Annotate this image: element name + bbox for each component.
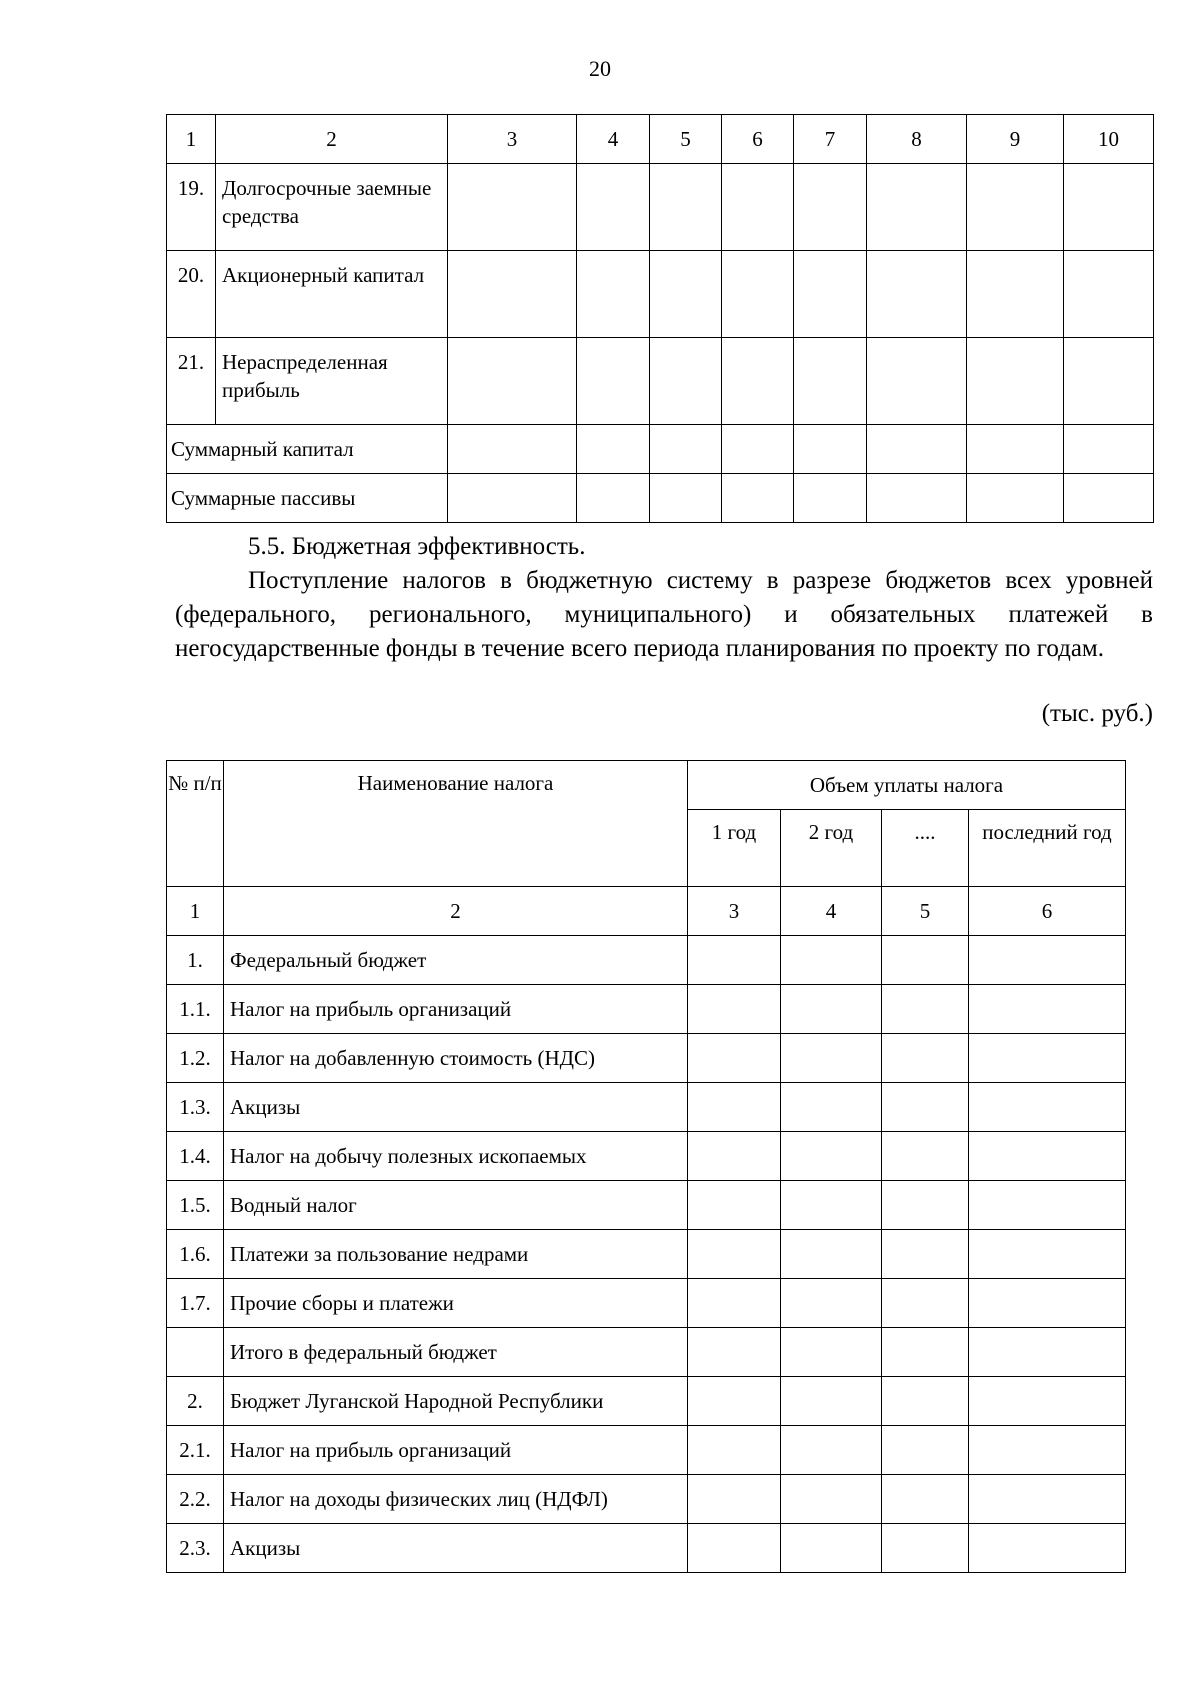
empty-cell [882,1426,969,1475]
total-label: Суммарный капитал [167,425,448,474]
empty-cell [882,985,969,1034]
row-name: Нераспределенная прибыль [216,338,448,425]
table-row [167,1034,1126,1083]
empty-cell [969,1524,1126,1573]
units-label: (тыс. руб.) [1041,700,1153,727]
empty-cell [969,1034,1126,1083]
empty-cell [882,1475,969,1524]
empty-cell [688,1034,781,1083]
empty-cell [969,1377,1126,1426]
row-number: 2.1. [167,1426,224,1475]
empty-cell [688,1377,781,1426]
empty-cell [969,1426,1126,1475]
row-name: Акцизы [224,1083,688,1132]
empty-cell [688,985,781,1034]
empty-cell [650,164,722,251]
col-volume-header: Объем уплаты налога [688,761,1126,810]
row-number: 1.1. [167,985,224,1034]
row-number [167,1328,224,1377]
empty-cell [882,1230,969,1279]
empty-cell [969,1328,1126,1377]
table-row [167,1132,1126,1181]
row-number: 1.7. [167,1279,224,1328]
table-row [167,251,1154,338]
row-number: 19. [167,164,216,251]
row-name: Прочие сборы и платежи [224,1279,688,1328]
empty-cell [688,1328,781,1377]
empty-cell [967,425,1064,474]
empty-cell [969,1230,1126,1279]
empty-cell [794,425,867,474]
header-cell: 9 [967,115,1064,164]
empty-cell [781,1475,882,1524]
table-row [167,1328,1126,1377]
index-cell: 3 [688,887,781,936]
empty-cell [794,251,867,338]
empty-cell [1064,251,1154,338]
empty-cell [882,1034,969,1083]
empty-cell [448,338,577,425]
total-row [167,474,1154,523]
empty-cell [969,936,1126,985]
empty-cell [1064,338,1154,425]
empty-cell [688,936,781,985]
table-row [167,1426,1126,1475]
table-row [167,164,1154,251]
header-cell: 10 [1064,115,1154,164]
row-number: 1.6. [167,1230,224,1279]
empty-cell [781,985,882,1034]
empty-cell [781,1181,882,1230]
empty-cell [688,1181,781,1230]
header-cell: 8 [867,115,967,164]
empty-cell [781,936,882,985]
empty-cell [882,936,969,985]
row-number: 1.3. [167,1083,224,1132]
header-cell: 7 [794,115,867,164]
empty-cell [882,1377,969,1426]
empty-cell [882,1328,969,1377]
table-row [167,1279,1126,1328]
empty-cell [1064,164,1154,251]
tax-table [166,760,1126,1573]
row-name: Федеральный бюджет [224,936,688,985]
header-cell: 5 [650,115,722,164]
index-row [167,887,1126,936]
empty-cell [650,338,722,425]
empty-cell [448,251,577,338]
empty-cell [577,164,650,251]
index-cell: 1 [167,887,224,936]
empty-cell [967,164,1064,251]
empty-cell [967,338,1064,425]
empty-cell [577,425,650,474]
header-cell: 3 [448,115,577,164]
empty-cell [577,338,650,425]
year-header: 1 год [688,810,781,887]
col-name-header: Наименование налога [224,761,688,887]
empty-cell [882,1279,969,1328]
empty-cell [577,251,650,338]
table-row [167,338,1154,425]
table-row [167,1377,1126,1426]
header-cell: 1 [167,115,216,164]
table-row [167,1524,1126,1573]
page-number: 20 [589,56,611,81]
empty-cell [781,1377,882,1426]
empty-cell [882,1132,969,1181]
row-name: Акционерный капитал [216,251,448,338]
row-number: 21. [167,338,216,425]
total-label: Суммарные пассивы [167,474,448,523]
empty-cell [867,474,967,523]
empty-cell [448,474,577,523]
table-header-row [167,115,1154,164]
table-row [167,985,1126,1034]
empty-cell [688,1083,781,1132]
index-cell: 5 [882,887,969,936]
empty-cell [722,425,794,474]
empty-cell [867,425,967,474]
header-cell: 2 [216,115,448,164]
row-number: 20. [167,251,216,338]
balance-table [166,114,1154,523]
empty-cell [1064,425,1154,474]
empty-cell [882,1083,969,1132]
empty-cell [577,474,650,523]
col-num-header: № п/п [167,761,224,887]
row-number: 1.4. [167,1132,224,1181]
year-header: .... [882,810,969,887]
index-cell: 4 [781,887,882,936]
empty-cell [781,1328,882,1377]
empty-cell [794,338,867,425]
tax-rows [167,936,1126,1573]
empty-cell [969,1083,1126,1132]
empty-cell [969,1132,1126,1181]
empty-cell [688,1524,781,1573]
table-row [167,1181,1126,1230]
row-name: Акцизы [224,1524,688,1573]
empty-cell [650,251,722,338]
empty-cell [688,1230,781,1279]
table-row [167,1083,1126,1132]
empty-cell [794,474,867,523]
row-name: Долгосрочные заемные средства [216,164,448,251]
index-cell: 6 [969,887,1126,936]
empty-cell [969,985,1126,1034]
empty-cell [722,474,794,523]
empty-cell [722,164,794,251]
row-name: Налог на добавленную стоимость (НДС) [224,1034,688,1083]
empty-cell [722,338,794,425]
section-paragraph: Поступление налогов в бюджетную систему в разрезе бюджетов всех уровней (федерального, регионального, муниципального) и обязательных платежей в негосударственные фонды в течение всего периода планирования по проекту по годам. [175,567,1153,662]
row-name: Итого в федеральный бюджет [224,1328,688,1377]
row-number: 1.5. [167,1181,224,1230]
row-name: Водный налог [224,1181,688,1230]
empty-cell [781,1279,882,1328]
empty-cell [781,1524,882,1573]
empty-cell [722,251,794,338]
empty-cell [448,425,577,474]
empty-cell [448,164,577,251]
empty-cell [969,1181,1126,1230]
header-cell: 4 [577,115,650,164]
empty-cell [969,1475,1126,1524]
row-name: Платежи за пользование недрами [224,1230,688,1279]
year-header: последний год [969,810,1126,887]
row-number: 2.3. [167,1524,224,1573]
empty-cell [969,1279,1126,1328]
empty-cell [794,164,867,251]
empty-cell [867,251,967,338]
empty-cell [1064,474,1154,523]
empty-cell [781,1230,882,1279]
header-cell: 6 [722,115,794,164]
empty-cell [650,474,722,523]
row-number: 1.2. [167,1034,224,1083]
table-row [167,1475,1126,1524]
empty-cell [688,1279,781,1328]
empty-cell [781,1034,882,1083]
row-name: Налог на добычу полезных ископаемых [224,1132,688,1181]
empty-cell [781,1426,882,1475]
empty-cell [867,338,967,425]
section-title: 5.5. Бюджетная эффективность. [248,533,586,560]
row-number: 2. [167,1377,224,1426]
row-name: Налог на прибыль организаций [224,1426,688,1475]
empty-cell [688,1426,781,1475]
empty-cell [882,1181,969,1230]
empty-cell [688,1475,781,1524]
table-row [167,936,1126,985]
empty-cell [688,1132,781,1181]
empty-cell [781,1132,882,1181]
table-row [167,1230,1126,1279]
empty-cell [867,164,967,251]
row-number: 2.2. [167,1475,224,1524]
total-row [167,425,1154,474]
index-cell: 2 [224,887,688,936]
table-header-row [167,761,1126,810]
empty-cell [967,474,1064,523]
empty-cell [650,425,722,474]
year-header: 2 год [781,810,882,887]
empty-cell [967,251,1064,338]
empty-cell [882,1524,969,1573]
row-name: Налог на прибыль организаций [224,985,688,1034]
row-name: Налог на доходы физических лиц (НДФЛ) [224,1475,688,1524]
row-name: Бюджет Луганской Народной Республики [224,1377,688,1426]
row-number: 1. [167,936,224,985]
empty-cell [781,1083,882,1132]
